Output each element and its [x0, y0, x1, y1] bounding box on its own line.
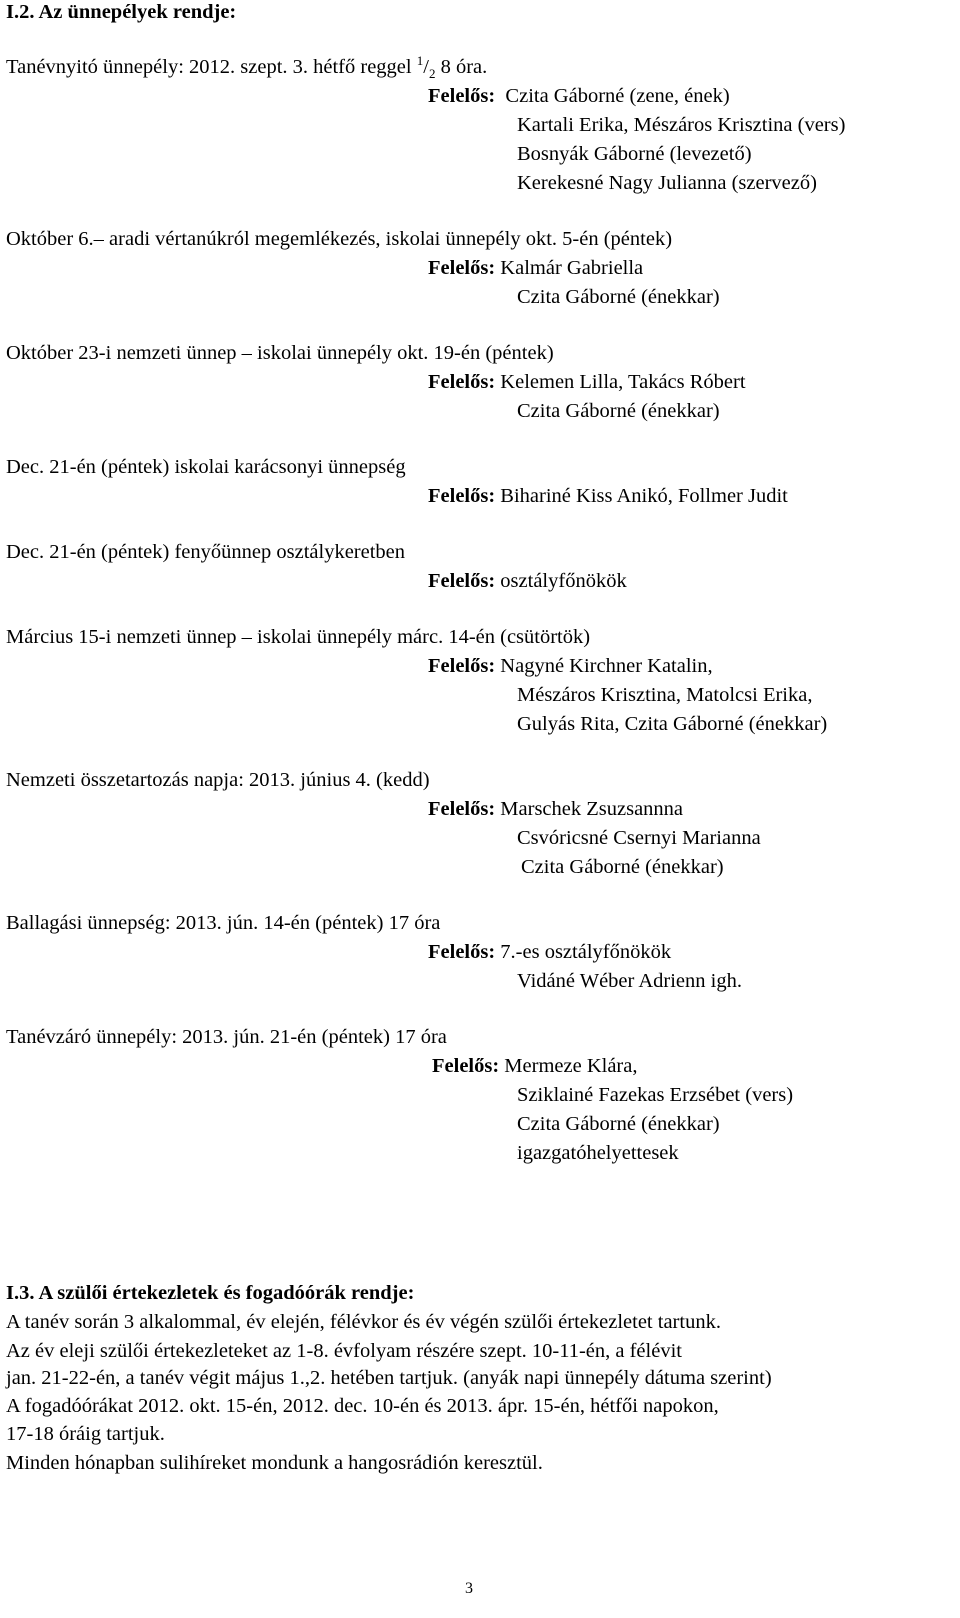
event-oct6: Október 6.– aradi vértanúkról megemlékezés, iskolai ünnepély okt. 5-én (péntek) — [6, 228, 673, 250]
responsible-name: Kartali Erika, Mészáros Krisztina (vers) — [517, 114, 846, 136]
responsible-label: Felelős: — [428, 485, 496, 507]
responsible-label: Felelős: — [428, 941, 496, 963]
responsible-name: Kelemen Lilla, Takács Róbert — [500, 371, 746, 393]
responsible-name: Kalmár Gabriella — [500, 257, 644, 279]
responsible-name: Marschek Zsuzsannna — [500, 798, 684, 820]
responsible-name: Bosnyák Gáborné (levezető) — [517, 143, 752, 165]
event-dec21-pine: Dec. 21-én (péntek) fenyőünnep osztálykeretben — [6, 541, 406, 563]
fraction-denominator: 2 — [428, 66, 436, 82]
responsible-label: Felelős: — [428, 570, 496, 592]
responsible-closing — [432, 1056, 637, 1077]
section-title-i2: I.2. Az ünnepélyek rendje: — [6, 1, 237, 23]
section-title-i3: I.3. A szülői értekezletek és fogadóórák rendje: — [6, 1282, 415, 1304]
responsible-name: osztályfőnökök — [500, 570, 627, 592]
event-opening-suffix: 8 óra. — [435, 56, 488, 78]
responsible-label: Felelős: — [428, 371, 496, 393]
event-opening-text: Tanévnyitó ünnepély: 2012. szept. 3. hétfő reggel — [6, 56, 417, 78]
page-number: 3 — [465, 1580, 473, 1597]
responsible-name: Mészáros Krisztina, Matolcsi Erika, — [517, 684, 813, 706]
responsible-name: Czita Gáborné (énekkar) — [517, 1113, 720, 1135]
responsible-name: Csvóricsné Csernyi Marianna — [517, 827, 761, 849]
event-mar15: Március 15-i nemzeti ünnep – iskolai ünnepély márc. 14-én (csütörtök) — [6, 626, 591, 648]
event-oct23: Október 23-i nemzeti ünnep – iskolai ünnepély okt. 19-én (péntek) — [6, 342, 554, 364]
responsible-name: Czita Gáborné (énekkar) — [517, 400, 720, 422]
fraction-separator: / — [423, 56, 429, 78]
paragraph-line: A fogadóórákat 2012. okt. 15-én, 2012. dec. 10-én és 2013. ápr. 15-én, hétfői napokon, — [6, 1395, 719, 1417]
responsible-label: Felelős: — [428, 798, 496, 820]
responsible-oct23 — [428, 372, 746, 393]
paragraph-line: Minden hónapban sulihíreket mondunk a hangosrádión keresztül. — [6, 1452, 543, 1474]
paragraph-line: jan. 21-22-én, a tanév végit május 1.,2. hetében tartjuk. (anyák napi ünnepély dátuma szerint) — [6, 1367, 772, 1389]
event-graduation: Ballagási ünnepség: 2013. jún. 14-én (péntek) 17 óra — [6, 912, 441, 934]
responsible-name: Czita Gáborné (zene, ének) — [505, 85, 730, 107]
fraction-numerator: 1 — [416, 53, 424, 69]
responsible-dec21-pine — [428, 571, 627, 592]
responsible-name: Kerekesné Nagy Julianna (szervező) — [517, 172, 817, 194]
responsible-graduation — [428, 942, 671, 963]
responsible-name: Nagyné Kirchner Katalin, — [500, 655, 713, 677]
responsible-name: Vidáné Wéber Adrienn igh. — [517, 970, 742, 992]
responsible-opening — [428, 86, 730, 107]
responsible-name: igazgatóhelyettesek — [517, 1142, 679, 1164]
responsible-oct6 — [428, 258, 643, 279]
event-dec21-christmas: Dec. 21-én (péntek) iskolai karácsonyi ünnepség — [6, 456, 406, 478]
responsible-name: 7.-es osztályfőnökök — [500, 941, 672, 963]
responsible-label: Felelős: — [428, 85, 496, 107]
responsible-jun4 — [428, 799, 683, 820]
responsible-name: Gulyás Rita, Czita Gáborné (énekkar) — [517, 713, 828, 735]
paragraph-line: Az év eleji szülői értekezleteket az 1-8. évfolyam részére szept. 10-11-én, a félévit — [6, 1340, 682, 1362]
paragraph-line: A tanév során 3 alkalommal, év elején, félévkor és év végén szülői értekezletet tartunk. — [6, 1311, 721, 1333]
responsible-label: Felelős: — [432, 1055, 500, 1077]
responsible-mar15 — [428, 656, 713, 677]
responsible-label: Felelős: — [428, 655, 496, 677]
responsible-name: Bihariné Kiss Anikó, Follmer Judit — [500, 485, 788, 507]
event-closing: Tanévzáró ünnepély: 2013. jún. 21-én (péntek) 17 óra — [6, 1026, 447, 1048]
responsible-name: Czita Gáborné (énekkar) — [521, 856, 724, 878]
responsible-name: Mermeze Klára, — [504, 1055, 638, 1077]
paragraph-line: 17-18 óráig tartjuk. — [6, 1423, 165, 1445]
responsible-name: Czita Gáborné (énekkar) — [517, 286, 720, 308]
responsible-dec21-christmas — [428, 486, 788, 507]
responsible-name: Sziklainé Fazekas Erzsébet (vers) — [517, 1084, 794, 1106]
responsible-label: Felelős: — [428, 257, 496, 279]
event-jun4: Nemzeti összetartozás napja: 2013. június 4. (kedd) — [6, 769, 430, 791]
event-opening — [6, 53, 488, 82]
